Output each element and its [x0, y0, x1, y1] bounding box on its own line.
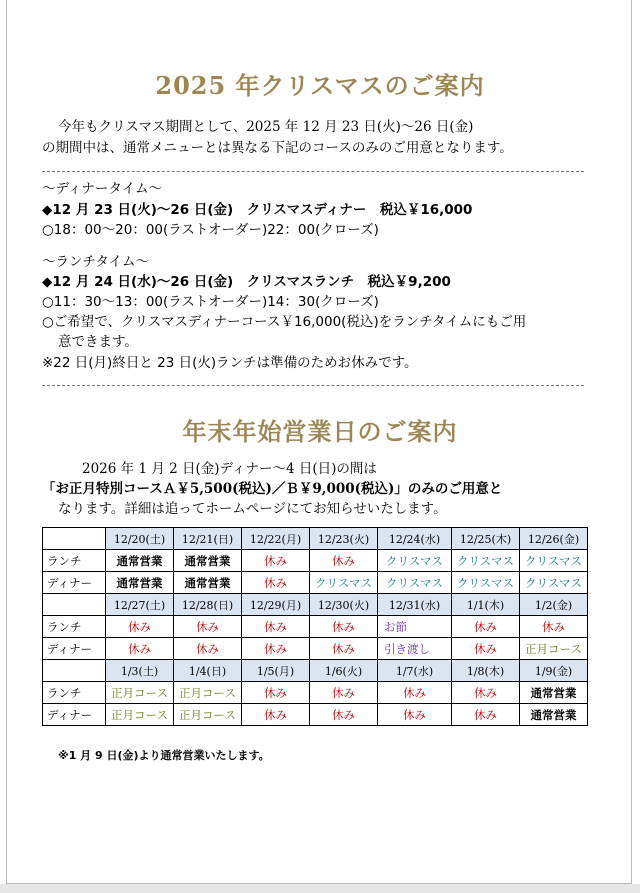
schedule-status-cell: 休み: [242, 550, 310, 572]
dinner-time: ○18：00～20：00(ラストオーダー)22：00(クローズ): [42, 222, 379, 238]
schedule-date-cell: 1/2(金): [520, 594, 588, 616]
schedule-date-cell: 12/31(水): [378, 594, 452, 616]
schedule-status-cell: 休み: [452, 638, 520, 660]
schedule-status-cell: 休み: [310, 704, 378, 726]
schedule-status-cell: 休み: [106, 638, 174, 660]
dinner-course: ◆12 月 23 日(火)～26 日(金) クリスマスディナー 税込￥16,000: [42, 202, 473, 218]
schedule-corner-cell: [43, 528, 106, 550]
newyear-line-3: なります。詳細は追ってホームページにてお知らせいたします。: [58, 501, 447, 517]
schedule-status-cell: クリスマス: [378, 550, 452, 572]
schedule-date-cell: 12/27(土): [106, 594, 174, 616]
intro-line-2: の期間中は、通常メニューとは異なる下記のコースのみのご用意となります。: [42, 140, 513, 156]
schedule-date-cell: 12/21(日): [174, 528, 242, 550]
christmas-title: 2025 年クリスマスのご案内: [155, 71, 485, 100]
lunch-course: ◆12 月 24 日(水)～26 日(金) クリスマスランチ 税込￥9,200: [42, 274, 451, 290]
schedule-dinner-row: [43, 572, 588, 594]
schedule-status-cell: 通常営業: [174, 572, 242, 594]
schedule-status-cell: 休み: [378, 704, 452, 726]
schedule-status-cell: 通常営業: [520, 704, 588, 726]
newyear-title: 年末年始営業日のご案内: [182, 417, 458, 446]
schedule-date-cell: 1/4(日): [174, 660, 242, 682]
schedule-row-label: ディナー: [43, 704, 106, 726]
lunch-note-3: ※22 日(月)終日と 23 日(火)ランチは準備のためお休みです。: [42, 355, 418, 371]
schedule-status-cell: クリスマス: [520, 550, 588, 572]
schedule-row-label: ランチ: [43, 616, 106, 638]
schedule-date-cell: 1/5(月): [242, 660, 310, 682]
lunch-heading: ～ランチタイム～: [42, 254, 150, 270]
schedule-status-cell: クリスマス: [378, 572, 452, 594]
schedule-lunch-row: [43, 682, 588, 704]
schedule-date-cell: 1/8(木): [452, 660, 520, 682]
schedule-corner-cell: [43, 594, 106, 616]
dashed-divider-2: [42, 385, 584, 386]
schedule-row-label: ランチ: [43, 550, 106, 572]
schedule-date-cell: 1/9(金): [520, 660, 588, 682]
schedule-date-row: [43, 594, 588, 616]
schedule-status-cell: 休み: [310, 616, 378, 638]
newyear-line-1: 2026 年 1 月 2 日(金)ディナー～4 日(日)の間は: [82, 461, 377, 477]
dinner-heading: ～ディナータイム～: [42, 181, 163, 197]
schedule-status-cell: クリスマス: [310, 572, 378, 594]
schedule-date-cell: 12/29(月): [242, 594, 310, 616]
schedule-date-row: [43, 528, 588, 550]
schedule-status-cell: 通常営業: [174, 550, 242, 572]
dashed-divider-1: [42, 171, 584, 172]
schedule-date-cell: 12/25(木): [452, 528, 520, 550]
schedule-status-cell: 休み: [106, 616, 174, 638]
schedule-date-cell: 12/26(金): [520, 528, 588, 550]
schedule-status-cell: 休み: [452, 704, 520, 726]
schedule-status-cell: 正月コース: [520, 638, 588, 660]
schedule-date-cell: 12/22(月): [242, 528, 310, 550]
schedule-date-cell: 1/6(火): [310, 660, 378, 682]
schedule-status-cell: 休み: [520, 616, 588, 638]
schedule-status-cell: 通常営業: [106, 550, 174, 572]
schedule-status-cell: 正月コース: [106, 682, 174, 704]
schedule-status-cell: 正月コース: [106, 704, 174, 726]
window-bottom-bar: [0, 884, 640, 893]
lunch-note-1: ○ご希望で、クリスマスディナーコース￥16,000(税込)をランチタイムにもご用: [42, 314, 527, 330]
schedule-date-cell: 12/24(水): [378, 528, 452, 550]
schedule-date-cell: 1/3(土): [106, 660, 174, 682]
schedule-status-cell: 休み: [452, 616, 520, 638]
schedule-dinner-row: [43, 704, 588, 726]
schedule-status-cell: 休み: [452, 682, 520, 704]
schedule-date-cell: 1/7(水): [378, 660, 452, 682]
newyear-line-2: 「お正月特別コースＡ￥5,500(税込)／Ｂ￥9,000(税込)」のみのご用意と: [42, 481, 503, 497]
schedule-status-cell: 休み: [174, 616, 242, 638]
schedule-status-cell: 休み: [242, 572, 310, 594]
schedule-lunch-row: [43, 550, 588, 572]
schedule-date-cell: 12/30(火): [310, 594, 378, 616]
schedule-dinner-row: [43, 638, 588, 660]
schedule-date-cell: 1/1(木): [452, 594, 520, 616]
intro-line-1: 今年もクリスマス期間として、2025 年 12 月 23 日(火)～26 日(金): [58, 119, 474, 135]
schedule-status-cell: クリスマス: [452, 572, 520, 594]
schedule-status-cell: クリスマス: [452, 550, 520, 572]
schedule-status-cell: 引き渡し: [378, 638, 452, 660]
schedule-date-cell: 12/20(土): [106, 528, 174, 550]
schedule-status-cell: 休み: [378, 682, 452, 704]
schedule-status-cell: 休み: [242, 616, 310, 638]
schedule-status-cell: お節: [378, 616, 452, 638]
lunch-time: ○11：30～13：00(ラストオーダー)14：30(クローズ): [42, 294, 379, 310]
schedule-status-cell: 正月コース: [174, 704, 242, 726]
schedule-table: [42, 527, 588, 726]
schedule-lunch-row: [43, 616, 588, 638]
schedule-status-cell: 休み: [310, 638, 378, 660]
schedule-date-cell: 12/23(火): [310, 528, 378, 550]
schedule-status-cell: クリスマス: [520, 572, 588, 594]
footnote: ※1 月 9 日(金)より通常営業いたします。: [58, 749, 270, 762]
schedule-status-cell: 休み: [310, 682, 378, 704]
schedule-status-cell: 正月コース: [174, 682, 242, 704]
schedule-row-label: ディナー: [43, 572, 106, 594]
schedule-status-cell: 通常営業: [520, 682, 588, 704]
schedule-row-label: ディナー: [43, 638, 106, 660]
schedule-corner-cell: [43, 660, 106, 682]
schedule-status-cell: 休み: [242, 638, 310, 660]
schedule-date-cell: 12/28(日): [174, 594, 242, 616]
schedule-status-cell: 通常営業: [106, 572, 174, 594]
schedule-status-cell: 休み: [174, 638, 242, 660]
schedule-status-cell: 休み: [242, 704, 310, 726]
schedule-date-row: [43, 660, 588, 682]
lunch-note-2: 意できます。: [58, 334, 138, 350]
schedule-status-cell: 休み: [310, 550, 378, 572]
schedule-status-cell: 休み: [242, 682, 310, 704]
schedule-row-label: ランチ: [43, 682, 106, 704]
